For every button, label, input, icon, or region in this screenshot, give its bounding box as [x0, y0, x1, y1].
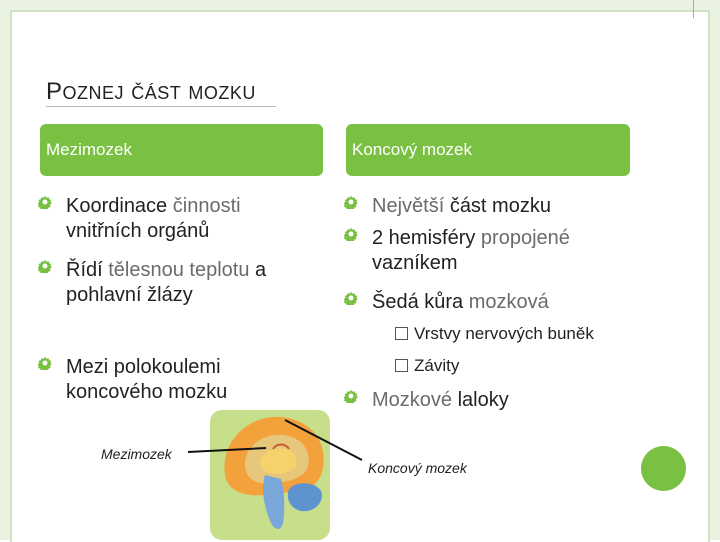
left-b2-keyword: tělesnou teplotu [108, 259, 250, 281]
left-b2-text-a: Řídí [66, 259, 109, 281]
right-b1-keyword: Největší [372, 195, 450, 217]
left-b2-text-c: a [249, 259, 267, 281]
right-b2-text-c: vazníkem [372, 252, 458, 274]
right-b3-keyword: mozková [463, 291, 549, 313]
koncovy-caption: Koncový mozek [368, 460, 467, 476]
title-word-2: ČÁST [131, 83, 182, 103]
right-header-label: Koncový mozek [352, 140, 472, 159]
right-b1-text: část mozku [449, 195, 551, 217]
right-s1-text: Vrstvy nervových buněk [414, 324, 594, 343]
left-b1-keyword: činnosti [172, 195, 241, 217]
koncovy-pointer [285, 420, 362, 460]
title-initial: P [46, 78, 63, 105]
right-b3-text-a: Šedá kůra [372, 291, 464, 313]
mezimozek-pointer [188, 448, 266, 452]
left-b2-text-d: pohlavní žlázy [66, 284, 193, 306]
left-b1-text-a: Koordinace [66, 195, 173, 217]
left-b1-text-c: vnitřních orgánů [66, 220, 210, 242]
right-b2-text-a: 2 hemisféry [372, 227, 476, 249]
right-b4-keyword: Mozkové [372, 389, 458, 411]
decorative-green-circle [641, 446, 686, 491]
right-s2-text: Závity [414, 356, 460, 375]
mezimozek-caption: Mezimozek [101, 446, 172, 462]
left-b3-text-b: koncového mozku [66, 381, 228, 403]
title-word-3: MOZKU [188, 83, 256, 103]
left-b3-text-a: Mezi polokoulemi [66, 356, 221, 378]
left-header-label: Mezimozek [46, 140, 132, 159]
right-b4-text: laloky [457, 389, 509, 411]
right-b2-keyword: propojené [475, 227, 570, 249]
title-word-1: OZNEJ [62, 83, 125, 103]
